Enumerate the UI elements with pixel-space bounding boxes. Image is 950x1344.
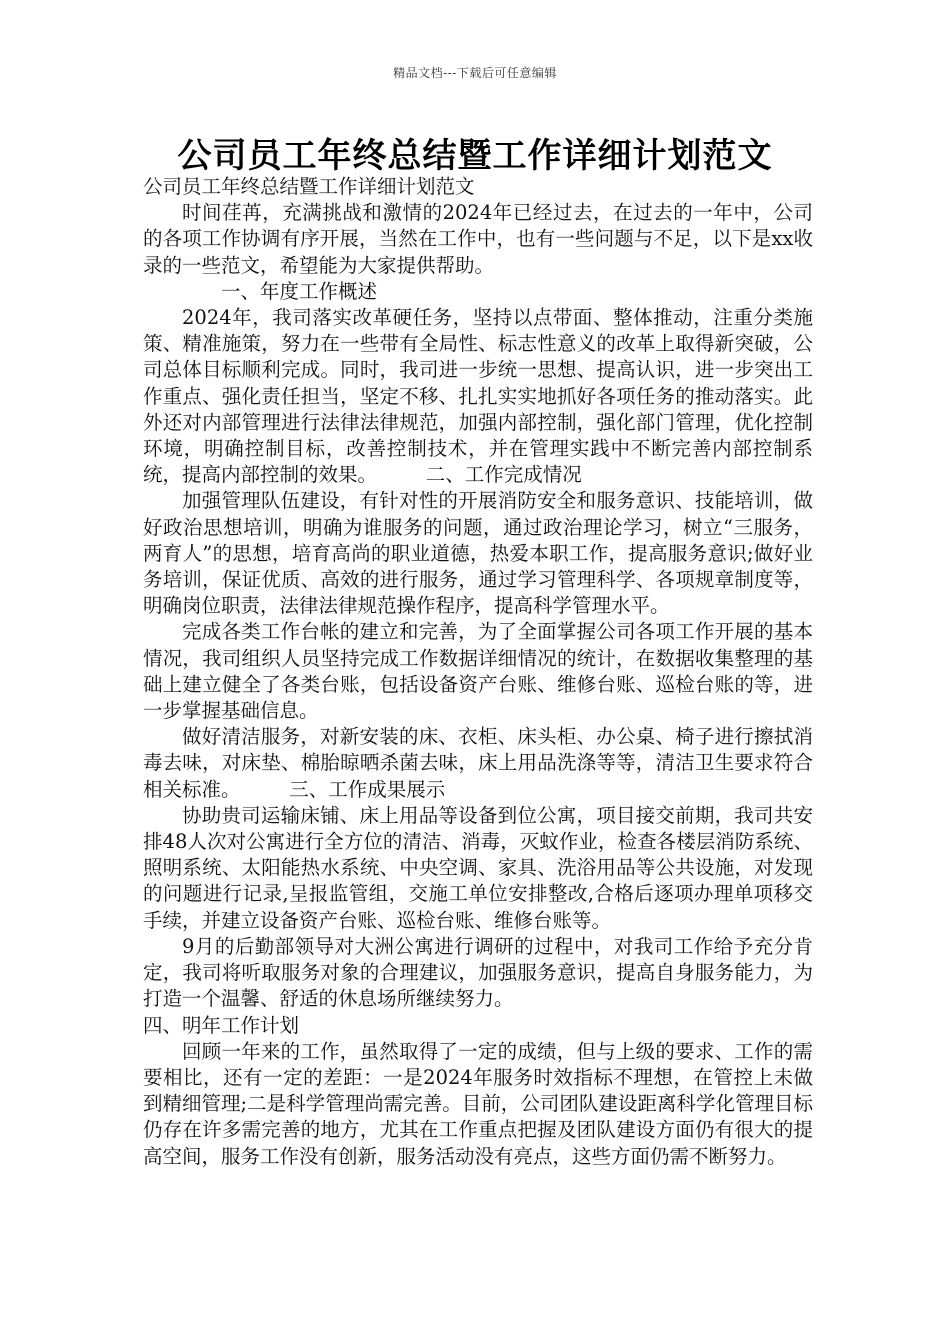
section4-heading: 四、明年工作计划: [143, 1013, 300, 1037]
section3-paragraph-1: 协助贵司运输床铺、床上用品等设备到位公寓，项目接交前期，我司共安排48人次对公寓进行全方位的清洁、消毒，灭蚊作业，检查各楼层消防系统、照明系统、太阳能热水系统、中央空调、家具、洗浴用品等公共设施，对发现的问题进行记录,呈报监管组，交施工单位安排整改,合格后逐项办理单项移交手续，并建立设备资产台账、巡检台账、维修台账等。: [143, 803, 813, 932]
section4-paragraph: 回顾一年来的工作，虽然取得了一定的成绩，但与上级的要求、工作的需要相比，还有一定的差距：一是2024年服务时效指标不理想，在管控上未做到精细管理;二是科学管理尚需完善。目前，公司团队建设距离科学化管理目标仍存在许多需完善的地方，尤其在工作重点把握及团队建设方面仍有很大的提高空间，服务工作没有创新，服务活动没有亮点，这些方面仍需不断努力。: [143, 1039, 813, 1168]
document-body: [143, 174, 813, 1170]
section3-heading: 三、工作成果展示: [289, 777, 446, 801]
section2-paragraph-2: 完成各类工作台帐的建立和完善，为了全面掌握公司各项工作开展的基本情况，我司组织人员坚持完成工作数据详细情况的统计，在数据收集整理的基础上建立健全了各类台账，包括设备资产台账、维修台账、巡检台账的等，进一步掌握基础信息。: [143, 620, 813, 723]
header-note: 精品文档---下载后可任意编辑: [393, 66, 557, 80]
document-subtitle: 公司员工年终总结暨工作详细计划范文: [143, 175, 475, 198]
document-title: 公司员工年终总结暨工作详细计划范文: [177, 136, 773, 176]
section1-text: 2024年，我司落实改革硬任务，坚持以点带面、整体推动，注重分类施策、精准施策，努力在一些带有全局性、标志性意义的改革上取得新突破，公司总体目标顺利完成。同时，我司进一步统一思想、提高认识，进一步突出工作重点、强化责任担当，坚定不移、扎扎实实地抓好各项任务的推动落实。此外还对内部管理进行法律法律规范，加强内部控制，强化部门管理，优化控制环境，明确控制目标，改善控制技术，并在管理实践中不断完善内部控制系统，提高内部控制的效果。: [143, 306, 813, 487]
section1-heading: 一、年度工作概述: [221, 279, 378, 303]
section3-paragraph-2: 9月的后勤部领导对大洲公寓进行调研的过程中，对我司工作给予充分肯定，我司将听取服务对象的合理建议，加强服务意识，提高自身服务能力，为打造一个温馨、舒适的休息场所继续努力。: [143, 934, 813, 1011]
section1-paragraph: [143, 305, 813, 488]
intro-paragraph: 时间荏苒，充满挑战和激情的2024年已经过去，在过去的一年中，公司的各项工作协调有序开展，当然在工作中，也有一些问题与不足，以下是xx收录的一些范文，希望能为大家提供帮助。: [143, 201, 813, 277]
section2-paragraph-3: [143, 724, 813, 803]
section2-text-3: 做好清洁服务，对新安装的床、衣柜、床头柜、办公桌、椅子进行擦拭消毒去味，对床垫、棉胎晾晒杀菌去味，床上用品洗涤等等，清洁卫生要求符合相关标准。: [143, 725, 813, 801]
section2-heading: 二、工作完成情况: [425, 463, 582, 487]
section2-paragraph-1: 加强管理队伍建设，有针对性的开展消防安全和服务意识、技能培训，做好政治思想培训，明确为谁服务的问题，通过政治理论学习，树立“三服务，两育人”的思想，培育高尚的职业道德，热爱本职工作，提高服务意识;做好业务培训，保证优质、高效的进行服务，通过学习管理科学、各项规章制度等，明确岗位职责，法律法律规范操作程序，提高科学管理水平。: [143, 489, 813, 618]
